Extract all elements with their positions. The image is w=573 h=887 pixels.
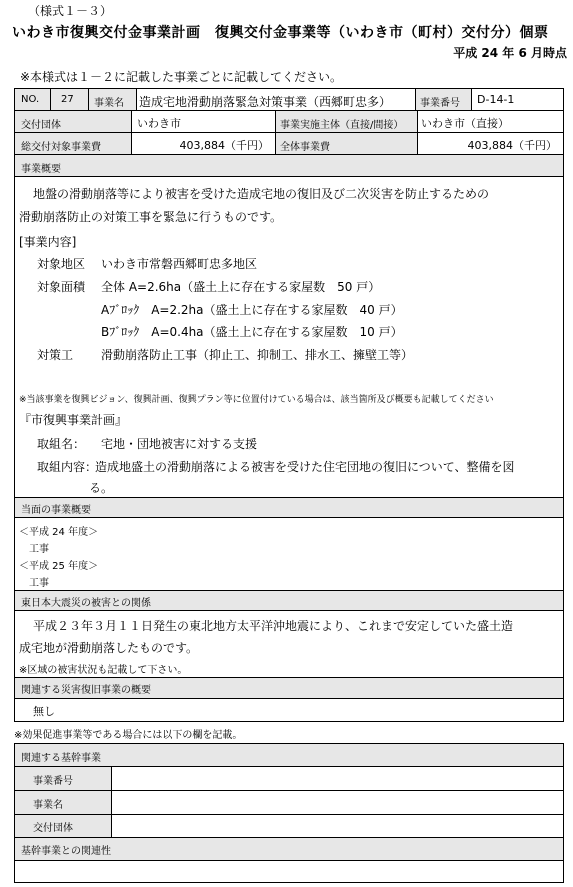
measure-label: 対策工 bbox=[37, 348, 74, 362]
core-name-label: 事業名 bbox=[33, 800, 63, 811]
initiative-content-1: 造成地盛土の滑動崩落による被害を受けた住宅団地の復旧について、整備を図 bbox=[95, 460, 515, 474]
effect-note: ※効果促進事業等である場合には以下の欄を記載。 bbox=[14, 730, 243, 741]
measure-value: 滑動崩落防止工事（抑止工、抑制工、排水工、擁壁工等） bbox=[101, 348, 414, 362]
project-name-value: 造成宅地滑動崩落緊急対策事業（西郷町忠多） bbox=[139, 95, 392, 109]
disaster-relation-heading: 東日本大震災の被害との関係 bbox=[21, 598, 151, 609]
current-overview-heading: 当面の事業概要 bbox=[21, 505, 91, 516]
disaster-relation-1: 平成２３年３月１１日発生の東北地方太平洋沖地震により、これまで安定していた盛土造 bbox=[33, 619, 514, 633]
overview-para-1: 地盤の滑動崩落等により被害を受けた造成宅地の復旧及び二次災害を防止するための bbox=[33, 187, 490, 201]
form-id: （様式１－３） bbox=[28, 4, 113, 18]
project-name-label: 事業名 bbox=[94, 98, 124, 109]
document-title: いわき市復興交付金事業計画 復興交付金事業等（いわき市（町村）交付分）個票 bbox=[12, 25, 549, 41]
initiative-content-2: る。 bbox=[89, 481, 114, 495]
size-label: 対象面積 bbox=[37, 280, 86, 294]
year2-heading: ＜平成 25 年度＞ bbox=[19, 561, 99, 572]
core-relation-heading: 基幹事業との関連性 bbox=[21, 846, 111, 857]
no-value: 27 bbox=[61, 94, 74, 105]
total-cost-value: 403,884（千円） bbox=[467, 139, 557, 152]
total-grant-label: 総交付対象事業費 bbox=[21, 142, 101, 153]
core-number-label: 事業番号 bbox=[33, 776, 73, 787]
no-label: NO. bbox=[21, 94, 40, 105]
size-block-b: Bﾌﾞﾛｯｸ A=0.4ha（盛土上に存在する家屋数 10 戸） bbox=[101, 325, 403, 339]
project-number-value: D-14-1 bbox=[477, 93, 515, 106]
initiative-label: 取組名： bbox=[37, 437, 86, 451]
related-recovery-value: 無し bbox=[33, 705, 55, 718]
instruction-note: ※本様式は１－２に記載した事業ごとに記載してください。 bbox=[20, 70, 343, 84]
related-recovery-heading: 関連する災害復旧事業の概要 bbox=[21, 685, 151, 696]
size-block-a: Aﾌﾞﾛｯｸ A=2.2ha（盛土上に存在する家屋数 40 戸） bbox=[101, 303, 403, 317]
size-total: 全体 A=2.6ha（盛土上に存在する家屋数 50 戸） bbox=[101, 280, 381, 294]
project-number-label: 事業番号 bbox=[420, 98, 460, 109]
year2-item: 工事 bbox=[29, 578, 49, 589]
overview-para-2: 滑動崩落防止の対策工事を緊急に行うものです。 bbox=[19, 210, 283, 224]
year1-item: 工事 bbox=[29, 544, 49, 555]
total-grant-value: 403,884（千円） bbox=[179, 139, 269, 152]
initiative-value: 宅地・団地被害に対する支援 bbox=[101, 437, 258, 451]
grant-body-label: 交付団体 bbox=[21, 120, 61, 131]
document-date: 平成 24 年 6 月時点 bbox=[453, 46, 567, 60]
plan-title: 『市復興事業計画』 bbox=[19, 413, 128, 427]
initiative-content-label: 取組内容： bbox=[37, 460, 98, 474]
overview-heading: 事業概要 bbox=[21, 164, 61, 175]
core-body-label: 交付団体 bbox=[33, 823, 73, 834]
implementer-value: いわき市（直接） bbox=[421, 117, 509, 130]
core-project-form bbox=[14, 743, 564, 883]
total-cost-label: 全体事業費 bbox=[280, 142, 330, 153]
area-label: 対象地区 bbox=[37, 257, 86, 271]
grant-body-value: いわき市 bbox=[137, 117, 181, 130]
disaster-relation-2: 成宅地が滑動崩落したものです。 bbox=[19, 641, 199, 655]
core-project-heading: 関連する基幹事業 bbox=[21, 753, 101, 764]
implementer-label: 事業実施主体（直接/間接） bbox=[280, 120, 404, 131]
disaster-relation-note: ※区域の被害状況も記載して下さい。 bbox=[19, 665, 188, 676]
year1-heading: ＜平成 24 年度＞ bbox=[19, 527, 99, 538]
contents-heading: [事業内容] bbox=[19, 235, 77, 249]
main-form bbox=[14, 88, 564, 722]
area-value: いわき市常磐西郷町忠多地区 bbox=[101, 257, 258, 271]
position-note: ※当該事業を復興ビジョン、復興計画、復興プラン等に位置付けている場合は、該当箇所及び概要も記載してください bbox=[19, 395, 494, 405]
